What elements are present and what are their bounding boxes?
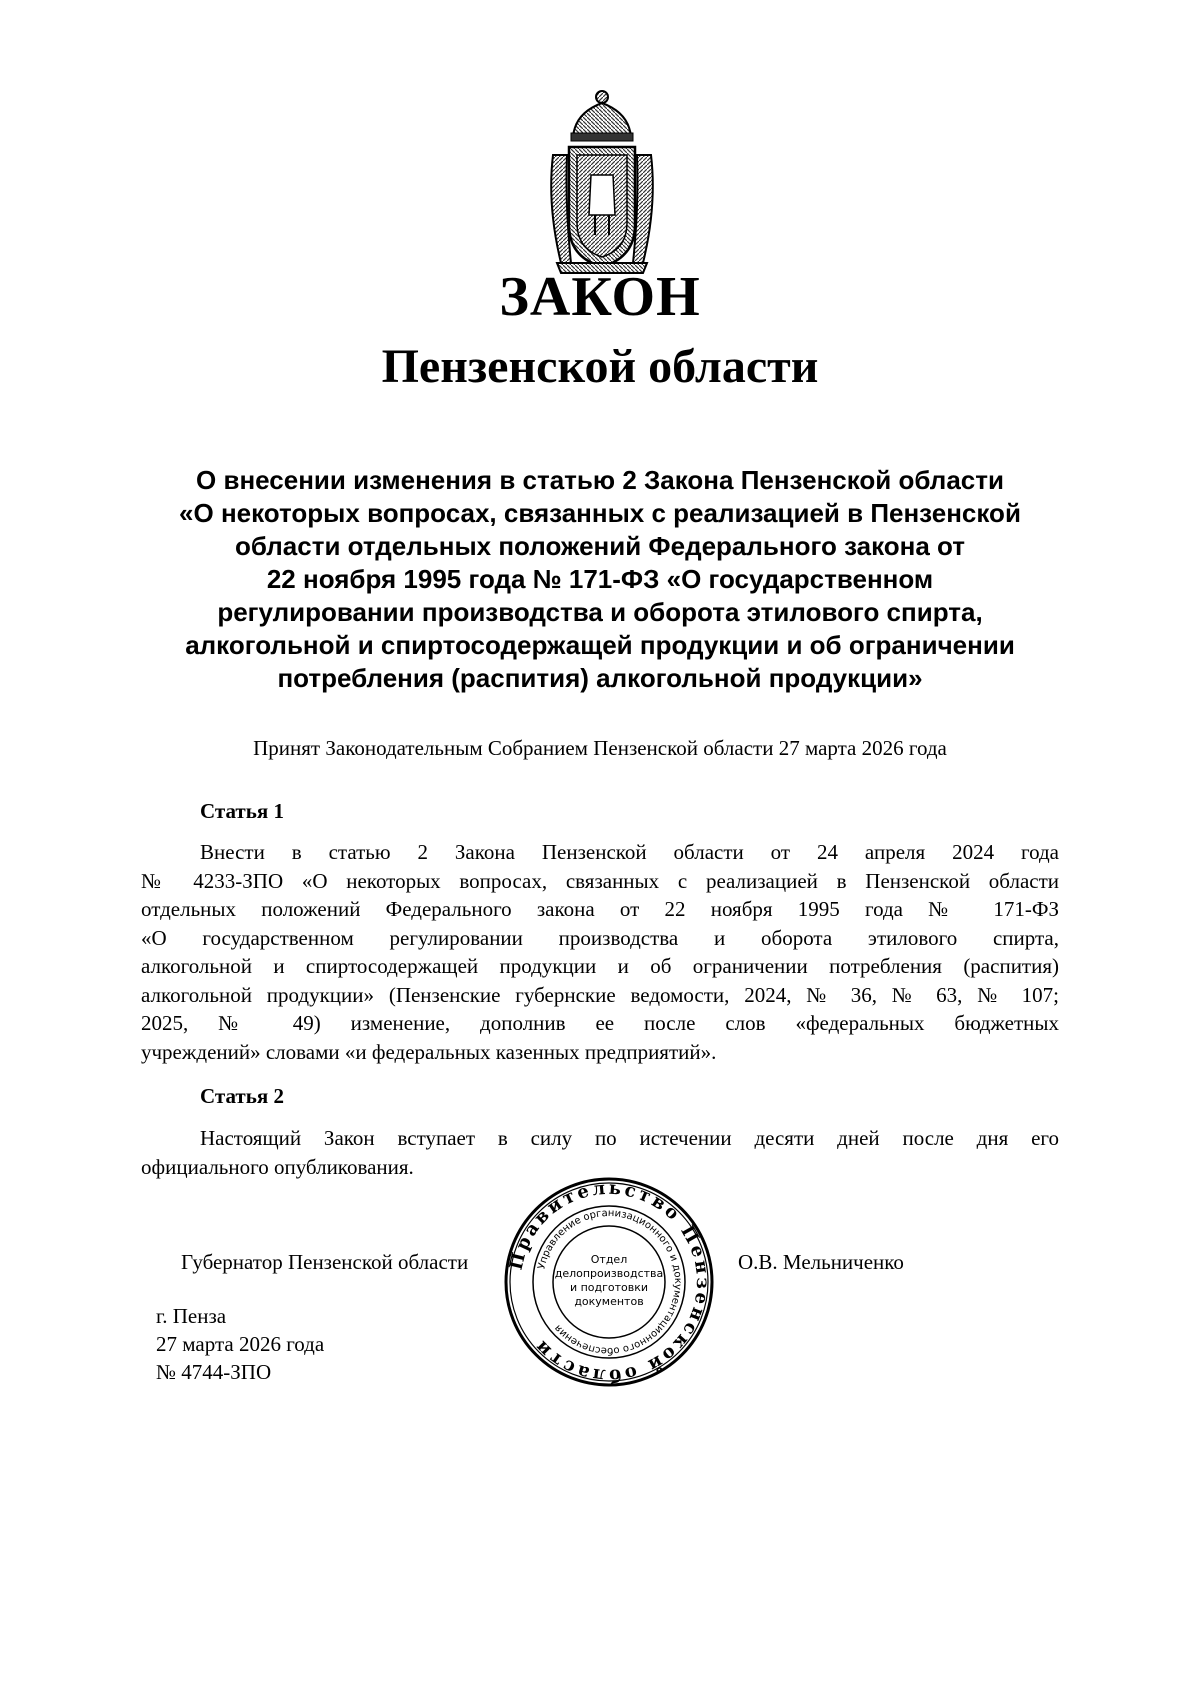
paragraph-line: учреждений» словами «и федеральных казенных предприятий». xyxy=(141,1039,717,1064)
city: г. Пенза xyxy=(156,1304,227,1328)
article-1-heading: Статья 1 xyxy=(200,799,284,823)
paragraph-line: № 4233-ЗПО «О некоторых вопросах, связанных с реализацией в Пензенской области xyxy=(141,868,1059,893)
paragraph-line: алкогольной и спиртосодержащей продукции и об ограничении потребления (распития) xyxy=(141,954,1059,978)
subject-line: О внесении изменения в статью 2 Закона Пензенской области xyxy=(196,465,1004,495)
stamp-center-line: Отдел xyxy=(590,1253,628,1266)
subject-line: регулировании производства и оборота этилового спирта, xyxy=(217,597,983,627)
law-subject xyxy=(150,464,1050,695)
stamp-middle-text: Управление организационного и документационного обеспечения xyxy=(536,1207,684,1357)
article-2-heading: Статья 2 xyxy=(200,1084,284,1108)
stamp-outer-text: Правительство Пензенской области xyxy=(505,1177,714,1387)
law-number: № 4744-ЗПО xyxy=(156,1360,272,1384)
place-date-number xyxy=(156,1302,324,1386)
paragraph-line: «О государственном регулировании производства и оборота этилового спирта, xyxy=(141,925,1059,950)
document-type: ЗАКОН xyxy=(499,266,701,328)
coat-of-arms-icon xyxy=(543,85,661,275)
paragraph-line: Настоящий Закон вступает в силу по истечении десяти дней после дня его xyxy=(200,1126,1059,1150)
adoption-note: Принят Законодательным Собранием Пензенской области 27 марта 2026 года xyxy=(253,736,947,760)
subject-line: 22 ноября 1995 года № 171-ФЗ «О государственном xyxy=(266,564,934,594)
subject-line: алкогольной и спиртосодержащей продукции и об ограничении xyxy=(185,630,1015,660)
official-stamp xyxy=(502,1175,716,1389)
article-2-text xyxy=(141,1124,1059,1181)
paragraph-line: официального опубликования. xyxy=(141,1154,414,1179)
stamp-center-line: делопроизводства xyxy=(554,1267,664,1280)
subject-line: «О некоторых вопросах, связанных с реализацией в Пензенской xyxy=(179,498,1021,528)
paragraph-line: отдельных положений Федерального закона от 22 ноября 1995 года № 171-ФЗ xyxy=(141,897,1059,921)
subject-line: потребления (распития) алкогольной продукции» xyxy=(277,663,923,693)
subject-line: области отдельных положений Федерального закона от xyxy=(234,531,966,561)
signer-position: Губернатор Пензенской области xyxy=(181,1250,469,1274)
article-1-text xyxy=(141,838,1059,1066)
document-region: Пензенской области xyxy=(381,340,819,393)
stamp-center-line: и подготовки xyxy=(569,1281,649,1294)
signer-name: О.В. Мельниченко xyxy=(738,1250,904,1274)
paragraph-line: 2025, № 49) изменение, дополнив ее после слов «федеральных бюджетных xyxy=(141,1011,1059,1035)
sign-date: 27 марта 2026 года xyxy=(156,1332,325,1356)
stamp-center-line: документов xyxy=(574,1295,644,1308)
paragraph-line: алкогольной продукции» (Пензенские губернские ведомости, 2024, № 36, № 63, № 107; xyxy=(141,982,1059,1007)
paragraph-line: Внести в статью 2 Закона Пензенской области от 24 апреля 2024 года xyxy=(200,840,1059,864)
